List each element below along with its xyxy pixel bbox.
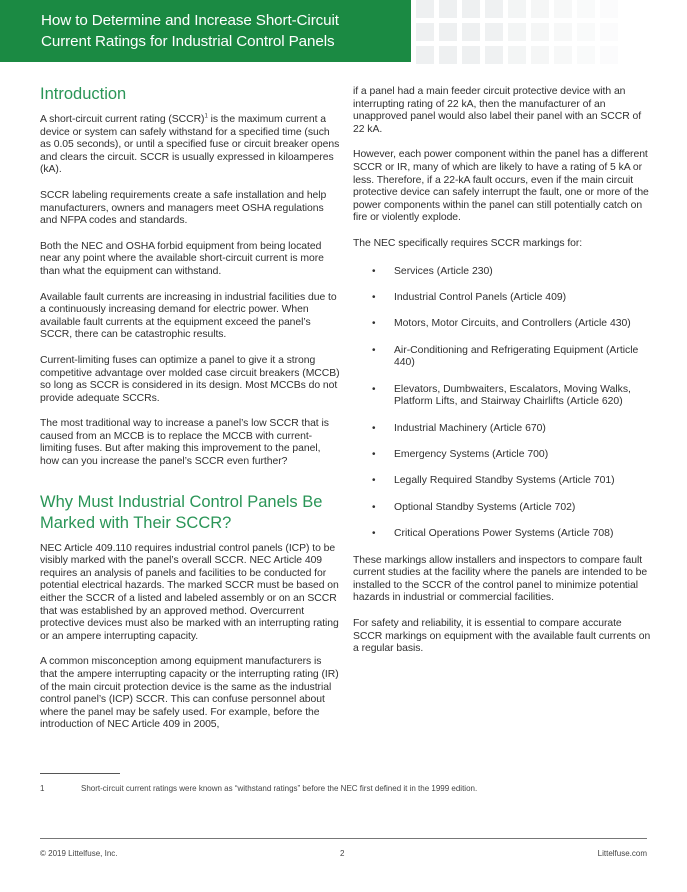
list-item-text: Industrial Machinery (Article 670) [394, 422, 546, 434]
decorative-tile [485, 23, 503, 41]
decorative-tile [554, 23, 572, 41]
title-banner [0, 0, 411, 62]
bullet-icon: • [372, 422, 376, 434]
decorative-tile [600, 0, 618, 18]
decorative-tile [531, 0, 549, 18]
decorative-tile [416, 46, 434, 64]
list-item-text: Legally Required Standby Systems (Article 701) [394, 475, 615, 487]
list-item [353, 502, 653, 515]
list-item-text: Emergency Systems (Article 700) [394, 449, 549, 461]
list-item-text: Optional Standby Systems (Article 702) [394, 501, 576, 513]
decorative-tile [554, 46, 572, 64]
bullet-icon: • [372, 291, 376, 303]
bullet-icon: • [372, 318, 376, 330]
intro-paragraph-5: Current-limiting fuses can optimize a panel to give it a strong competitive advantage over molded case circuit breakers (MCCB) so long as SCCR is considered in its design. Most MCCBs do not provide adequate SCCRs. [40, 354, 340, 404]
intro-p1-text-b: is the maximum current a device or system can safely withstand for a specified time (such as 0.05 seconds), or until a specified fuse or circuit breaker opens and clears the circuit. SCCR is usually expressed in kiloamperes (kA). [40, 114, 340, 176]
introduction-heading: Introduction [40, 85, 127, 103]
right-paragraph-3: The NEC specifically requires SCCR markings for: [353, 237, 583, 249]
bullet-icon: • [372, 475, 376, 487]
left-column [40, 84, 340, 745]
decorative-tile [439, 0, 457, 18]
footer-website-link[interactable]: Littelfuse.com [597, 849, 647, 858]
list-item-text: Elevators, Dumbwaiters, Escalators, Moving Walks, Platform Lifts, and Stairway Chairlifts (Article 620) [394, 383, 631, 408]
list-item-text: Services (Article 230) [394, 265, 493, 277]
right-paragraph-1: if a panel had a main feeder circuit protective device with an interrupting rating of 22 kA, then the manufacturer of an unapproved panel would also label their panel with an SCCR of 22 kA. [353, 86, 642, 135]
list-item-text: Industrial Control Panels (Article 409) [394, 291, 567, 303]
why-paragraph-2: A common misconception among equipment manufacturers is that the ampere interrupting capacity or the interrupting rating (IR) of the main circuit protection device is the same as the industrial control panel’s (ICP) SCCR. This can confuse personnel about where the panel may be safely used. For example, before the introduction of NEC Article 409 in 2005, [40, 656, 339, 731]
decorative-tile [577, 23, 595, 41]
intro-paragraph-1 [40, 114, 340, 177]
list-item-text: Air-Conditioning and Refrigerating Equipment (Article 440) [394, 344, 639, 369]
sccr-markings-list [353, 266, 653, 541]
bullet-icon: • [372, 449, 376, 461]
list-item-text: Motors, Motor Circuits, and Controllers (Article 430) [394, 318, 631, 330]
why-paragraph-1: NEC Article 409.110 requires industrial control panels (ICP) to be visibly marked with the panel’s overall SCCR. NEC Article 409 requires an analysis of panels and facilities to be conducted for potential electrical hazards. The marked SCCR must be based on either the SCCR of a listed and labeled assembly or on an SCCR that was established by an approved method. Overcurrent protective devices must also be marked with an interrupting rating or an ampere interrupting capacity. [40, 542, 339, 642]
decorative-tile [416, 0, 434, 18]
list-item [353, 345, 653, 370]
footnote-ref[interactable]: 1 [204, 113, 208, 120]
footnote-number: 1 [40, 784, 45, 793]
list-item-text: Critical Operations Power Systems (Article 708) [394, 528, 614, 540]
title-line-2: Current Ratings for Industrial Control Panels [41, 33, 335, 50]
decorative-tile [531, 46, 549, 64]
right-column [353, 86, 653, 669]
decorative-tile [462, 46, 480, 64]
decorative-tile [439, 46, 457, 64]
decorative-tile [462, 23, 480, 41]
decorative-tile [577, 0, 595, 18]
list-item [353, 449, 653, 462]
intro-paragraph-2: SCCR labeling requirements create a safe installation and help manufacturers, owners and managers meet OSHA regulations and NFPA codes and standards. [40, 189, 327, 227]
why-heading: Why Must Industrial Control Panels Be Marked with Their SCCR? [40, 492, 323, 532]
decorative-tile [416, 23, 434, 41]
decorative-tile [531, 23, 549, 41]
right-paragraph-4: These markings allow installers and inspectors to compare fault current studies at the facility where the panels are intended to be installed to the SCCR of the control panel to minimize potential hazards in industrial or commercial facilities. [353, 554, 648, 604]
decorative-tile [508, 0, 526, 18]
decorative-tile-grid [416, 0, 626, 64]
intro-p1-text-a: A short-circuit current rating (SCCR) [40, 114, 205, 125]
footer-copyright: © 2019 Littelfuse, Inc. [40, 849, 118, 858]
document-title [41, 10, 411, 52]
decorative-tile [485, 0, 503, 18]
bullet-icon: • [372, 528, 376, 540]
intro-paragraph-4: Available fault currents are increasing in industrial facilities due to a continuously increasing demand for electric power. When available fault currents at the equipment exceed the panel’s SCCR, there can be catastrophic results. [40, 291, 337, 341]
intro-paragraph-3: Both the NEC and OSHA forbid equipment from being located near any point where the available short-circuit current is more than what the equipment can withstand. [40, 240, 324, 277]
decorative-tile [485, 46, 503, 64]
footnote-text: Short-circuit current ratings were known as “withstand ratings” before the NEC first defined it in the 1999 edition. [81, 784, 478, 793]
decorative-tile [577, 46, 595, 64]
right-paragraph-2: However, each power component within the panel has a different SCCR or IR, many of which are likely to have a rating of 5 kA or less. Therefore, if a 22-kA fault occurs, even if the main circuit protective device can safely interrupt the fault, one or more of the power components within the panel can still potentially catch on fire or violently explode. [353, 149, 649, 224]
right-paragraph-5: For safety and reliability, it is essential to compare accurate SCCR markings on equipment with the available fault currents on a regular basis. [353, 618, 651, 655]
decorative-tile [508, 23, 526, 41]
bullet-icon: • [372, 383, 376, 395]
bullet-icon: • [372, 265, 376, 277]
list-item [353, 423, 653, 436]
bullet-icon: • [372, 344, 376, 356]
list-item [353, 266, 653, 279]
decorative-tile [554, 0, 572, 18]
decorative-tile [508, 46, 526, 64]
intro-paragraph-6: The most traditional way to increase a panel’s low SCCR that is caused from an MCCB is to replace the MCCB with current-limiting fuses. But after making this improvement to the panel, how can you increase the panel’s SCCR even further? [40, 418, 329, 468]
title-line-1: How to Determine and Increase Short-Circuit [41, 12, 339, 29]
list-item [353, 384, 653, 409]
footnote-divider [40, 773, 120, 774]
page-number: 2 [340, 849, 345, 858]
decorative-tile [600, 23, 618, 41]
list-item [353, 318, 653, 331]
bullet-icon: • [372, 501, 376, 513]
list-item [353, 528, 653, 541]
list-item [353, 292, 653, 305]
decorative-tile [462, 0, 480, 18]
footer-divider [40, 838, 647, 839]
list-item [353, 475, 653, 488]
decorative-tile [439, 23, 457, 41]
decorative-tile [600, 46, 618, 64]
